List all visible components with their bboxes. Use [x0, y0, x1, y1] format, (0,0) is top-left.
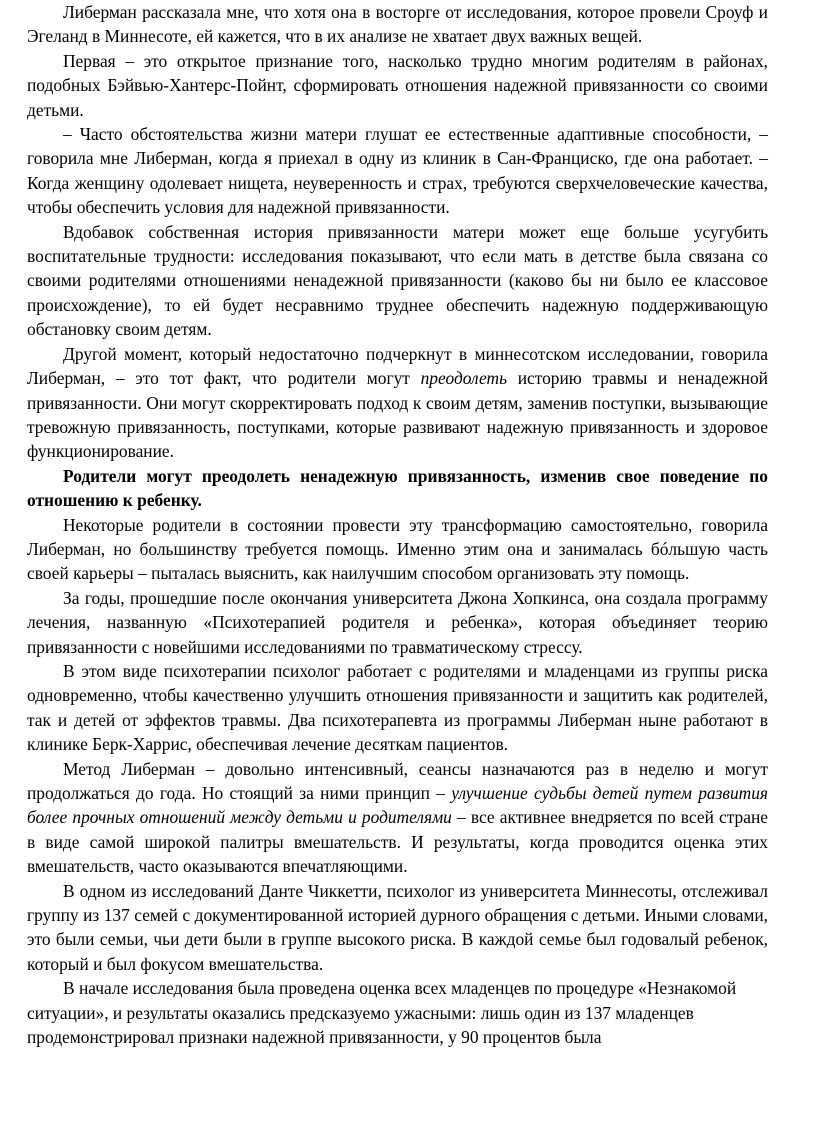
paragraph-10: В одном из исследований Данте Чиккетти, психолог из университета Миннесоты, отслеживал группу из 137 семей с документированной историей дурного обращения с детьми. Иными словами, это были семьи, чьи дети были в группе высокого риска. В каждой семье был годовалый ребенок, который и был фокусом вмешательства.: [27, 880, 768, 974]
paragraph-5-text-start: Другой момент, который недостаточно подчеркнут в миннесотском исследовании, говорила Либерман, – это тот факт, что родители могут: [27, 343, 768, 389]
paragraph-11: В начале исследования была проведена оценка всех младенцев по процедуре «Незнакомой ситуации», и результаты оказались предсказуемо ужасными: лишь один из 137 младенцев продемонстрировал признаки надежной привязанности, у 90 процентов была: [27, 978, 737, 1048]
paragraph-5-text-end: историю травмы и ненадежной привязанности. Они могут скорректировать подход к своим детям, заменив поступки, вызывающие тревожную привязанность, поступками, которые развивают надежную привязанность и здоровое функционирование.: [27, 368, 768, 462]
paragraph-5: [27, 342, 768, 464]
paragraph-9: [27, 757, 768, 879]
document-page: [27, 0, 768, 1049]
paragraph-2: Первая – это открытое признание того, насколько трудно многим родителям в районах, подобных Бэйвью-Хантерс-Пойнт, сформировать отношения надежной привязанности со своими детьми.: [27, 50, 768, 120]
paragraph-4: Вдобавок собственная история привязанности матери может еще больше усугубить воспитательные трудности: исследования показывают, что если мать в детстве была связана со своими родителями отношениями ненадежной привязанности (каково бы ни было ее классовое происхождение), то ей будет несравнимо труднее обеспечить надежную поддерживающую обстановку своим детям.: [27, 221, 768, 340]
paragraph-9-emphasis: улучшение судьбы детей путем развития более прочных отношений между детьми и родителями: [27, 783, 768, 828]
paragraph-1: Либерман рассказала мне, что хотя она в восторге от исследования, которое провели Сроуф и Эгеланд в Миннесоте, ей кажется, что в их анализе не хватает двух важных вещей.: [27, 2, 768, 47]
paragraph-8: В этом виде психотерапии психолог работает с родителями и младенцами из группы риска одновременно, чтобы качественно улучшить отношения привязанности и защитить как родителей, так и детей от эффектов травмы. Два психотерапевта из программы Либерман ныне работают в клинике Берк-Харрис, обеспечивая лечение десяткам пациентов.: [27, 660, 768, 755]
paragraph-9-text-start: Метод Либерман – довольно интенсивный, сеансы назначаются раз в неделю и могут продолжаться до года. Но стоящий за ними принцип –: [27, 758, 768, 803]
paragraph-3: – Часто обстоятельства жизни матери глушат ее естественные адаптивные способности, – говорила мне Либерман, когда я приехал в одну из клиник в Сан-Франциско, где она работает. – Когда женщину одолевает нищета, неуверенность и страх, требуются сверхчеловеческие качества, чтобы обеспечить условия для надежной привязанности.: [27, 124, 768, 218]
paragraph-6: Некоторые родители в состоянии провести эту трансформацию самостоятельно, говорила Либерман, но большинству требуется помощь. Именно этим она и занималась бóльшую часть своей карьеры – пыталась выяснить, как наилучшим способом организовать эту помощь.: [27, 514, 768, 584]
paragraph-9-text-end: – все активнее внедряется по всей стране в виде самой широкой палитры вмешательств. И результаты, когда проводится оценка этих вмешательств, часто оказываются впечатляющими.: [27, 807, 768, 877]
paragraph-5-emphasis: преодолеть: [420, 368, 507, 389]
paragraph-7: За годы, прошедшие после окончания университета Джона Хопкинса, она создала программу лечения, названную «Психотерапией родителя и ребенка», которая объединяет теорию привязанности с новейшими исследованиями по травматическому стрессу.: [27, 587, 768, 657]
pull-quote: Родители могут преодолеть ненадежную привязанность, изменив свое поведение по отношению к ребенку.: [27, 465, 768, 511]
